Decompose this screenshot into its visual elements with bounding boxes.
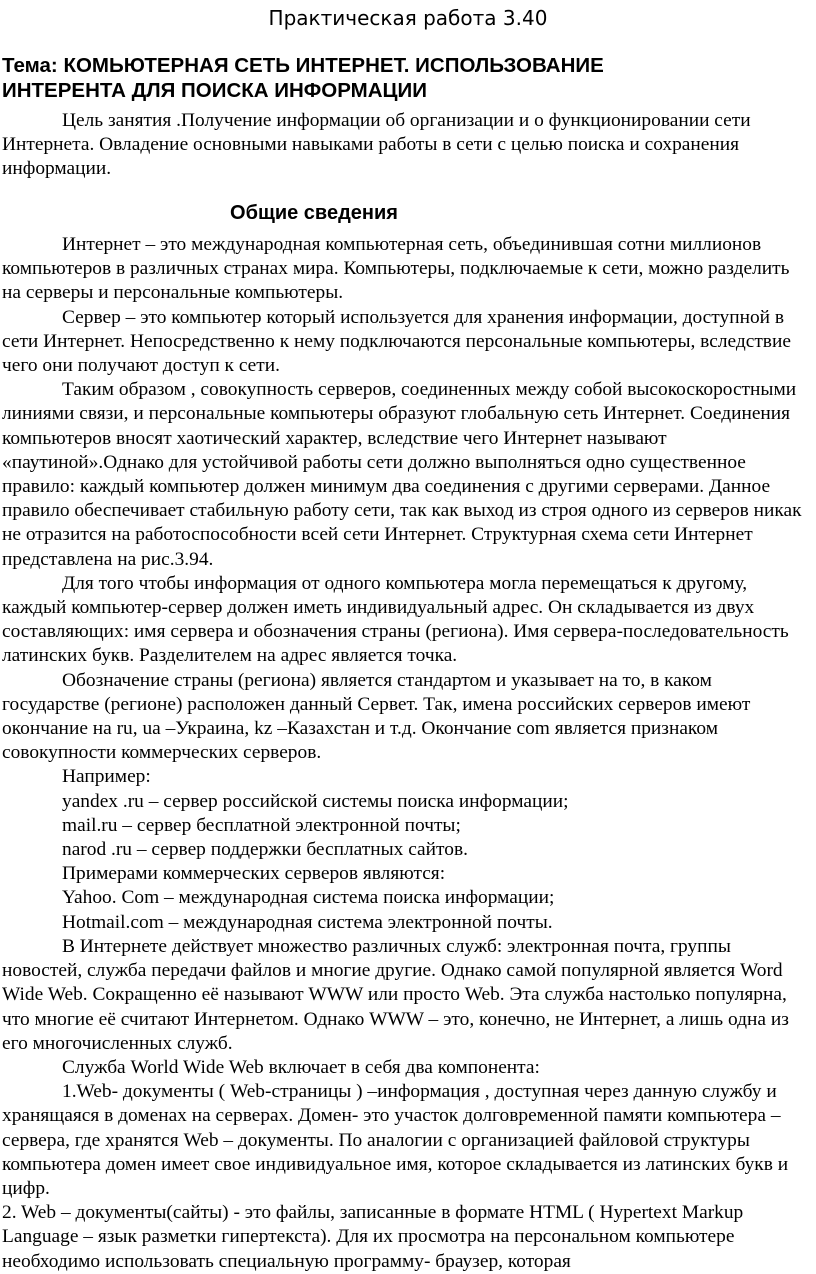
main-text: [2, 233, 812, 1274]
topic-line-2: ИНТЕРЕНТА ДЛЯ ПОИСКА ИНФОРМАЦИИ: [2, 79, 427, 102]
commercial-example-item: Yahoo. Com – международная система поиска информации;: [62, 887, 555, 909]
paragraph: 2. Web – документы(сайты) - это файлы, записанные в формате HTML ( Hypertext Markup Language – язык разметки гипертекста). Для их просмотра на персональном компьютере необходимо использовать специальную программу- браузер, которая: [2, 1202, 744, 1272]
paragraph: Служба World Wide Web включает в себя два компонента:: [62, 1056, 540, 1078]
example-item: mail.ru – сервер бесплатной электронной почты;: [62, 814, 461, 836]
topic-heading: [2, 53, 802, 103]
example-item: narod .ru – сервер поддержки бесплатных сайтов.: [62, 839, 468, 861]
commercial-intro: Примерами коммерческих серверов являются:: [62, 863, 446, 885]
example-item: yandex .ru – сервер российской системы поиска информации;: [62, 790, 569, 812]
commercial-example-item: Hotmail.com – международная система электронной почты.: [62, 911, 553, 933]
goal-block: [2, 109, 812, 182]
paragraph: 1.Web- документы ( Web-страницы ) –информация , доступная через данную службу и хранящаяся в доменах на серверах. Домен- это участок долговременной памяти компьютера – сервера, где хранятся Web – документы. По аналогии с организацией файловой структуры компьютера домен имеет свое индивидуальное имя, которое складывается из латинских букв и цифр.: [2, 1081, 789, 1199]
paragraph: Сервер – это компьютер который используется для хранения информации, доступной в сети Интернет. Непосредственно к нему подключаются персональные компьютеры, вследствие чего они получают доступ к сети.: [2, 306, 791, 377]
goal-paragraph: Цель занятия .Получение информации об организации и о функционировании сети Интернета. Овладение основными навыками работы в сети с целью поиска и сохранения информации.: [2, 110, 751, 180]
paragraph: Интернет – это международная компьютерная сеть, объединившая сотни миллионов компьютеров в различных странах мира. Компьютеры, подключаемые к сети, можно разделить на серверы и персональные компьютеры.: [2, 234, 790, 304]
paragraph: В Интернете действует множество различных служб: электронная почта, группы новостей, служба передачи файлов и многие другие. Однако самой популярной является Word Wide Web. Сокращенно её называют WWW или просто Web. Эта служба настолько популярна, что многие её считают Интернетом. Однако WWW – это, конечно, не Интернет, а лишь одна из его многочисленных служб.: [2, 935, 789, 1054]
paragraph: Обозначение страны (региона) является стандартом и указывает на то, в каком государстве (регионе) расположен данный Сервет. Так, имена российских серверов имеют окончание на ru, ua –Украина, kz –Казахстан и т.д. Окончание com является признаком совокупности коммерческих серверов.: [2, 669, 751, 764]
section-heading: Общие сведения: [230, 202, 398, 224]
topic-line-1: Тема: КОМЬЮТЕРНАЯ СЕТЬ ИНТЕРНЕТ. ИСПОЛЬЗОВАНИЕ: [2, 54, 604, 77]
paragraph: Таким образом , совокупность серверов, соединенных между собой высокоскоростными линиями связи, и персональные компьютеры образуют глобальную сеть Интернет. Соединения компьютеров вносят хаотический характер, вследствие чего Интернет называют «паутиной».Однако для устойчивой работы сети должно выполняться одно существенное правило: каждый компьютер должен минимум два соединения с другими серверами. Данное правило обеспечивает стабильную работу сети, так как выход из строя одного из серверов никак не отразится на работоспособности всей сети Интернет. Структурная схема сети Интернет представлена на рис.3.94.: [2, 379, 802, 570]
page-title: Практическая работа 3.40: [268, 6, 548, 30]
examples-intro: Например:: [62, 766, 151, 788]
paragraph: Для того чтобы информация от одного компьютера могла перемещаться к другому, каждый компьютер-сервер должен иметь индивидуальный адрес. Он складывается из двух составляющих: имя сервера и обозначения страны (региона). Имя сервера-последовательность латинских букв. Разделителем на адрес является точка.: [2, 572, 789, 667]
